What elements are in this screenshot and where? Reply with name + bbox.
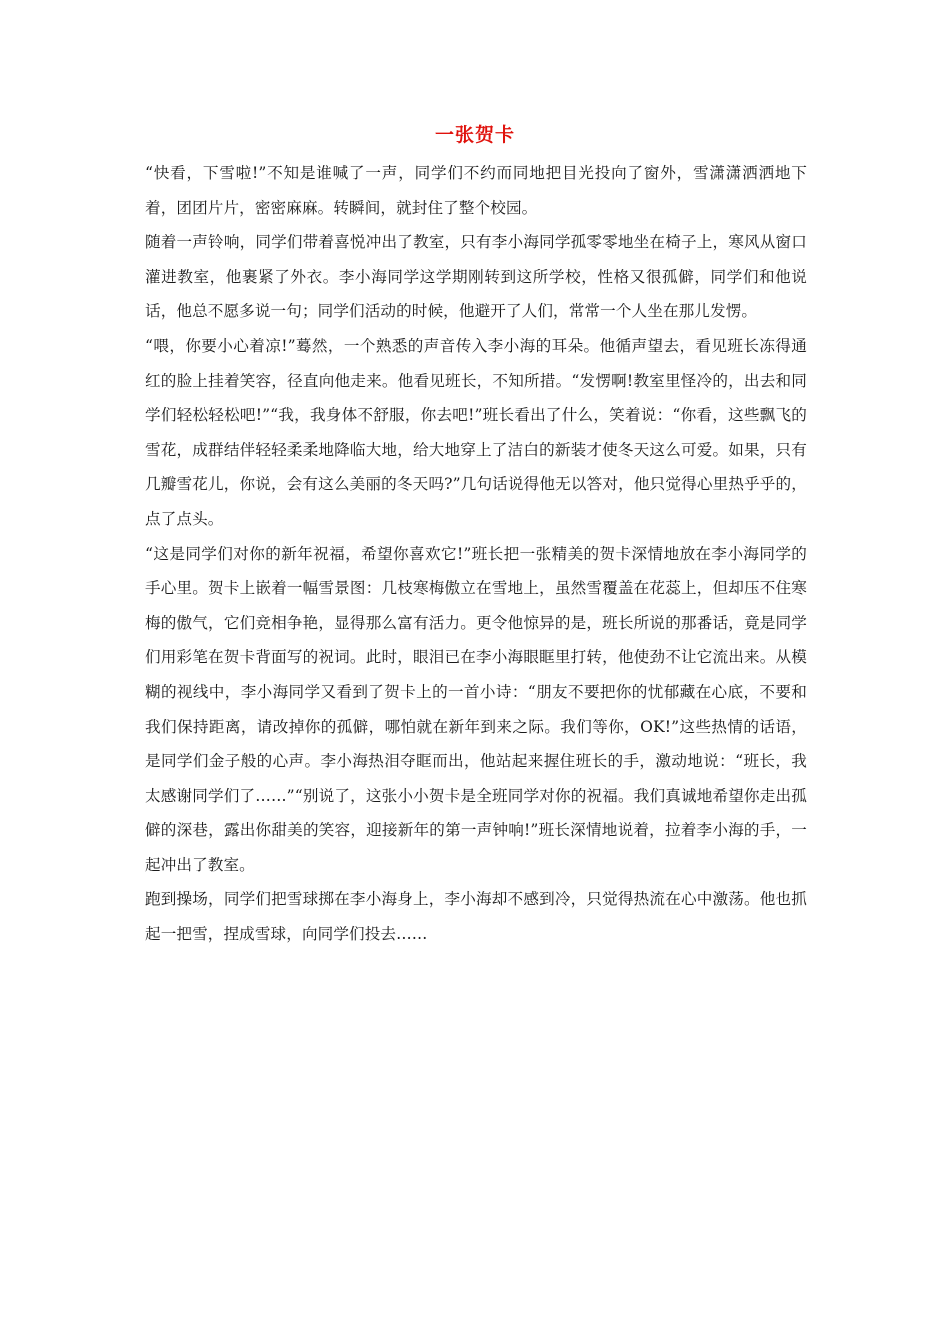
- article-body: [145, 156, 807, 952]
- paragraph-2: 随着一声铃响，同学们带着喜悦冲出了教室，只有李小海同学孤零零地坐在椅子上，寒风从窗口灌进教室，他裹紧了外衣。李小海同学这学期刚转到这所学校，性格又很孤僻，同学们和他说话，他总不愿多说一句；同学们活动的时候，他避开了人们，常常一个人坐在那儿发愣。: [145, 233, 807, 321]
- paragraph-5: 跑到操场，同学们把雪球掷在李小海身上，李小海却不感到冷，只觉得热流在心中激荡。他也抓起一把雪，捏成雪球，向同学们投去……: [145, 890, 807, 944]
- paragraph-1: “快看，下雪啦!”不知是谁喊了一声，同学们不约而同地把目光投向了窗外，雪潇潇洒洒地下着，团团片片，密密麻麻。转瞬间，就封住了整个校园。: [145, 164, 807, 217]
- paragraph-3: “喂，你要小心着凉!”蓦然，一个熟悉的声音传入李小海的耳朵。他循声望去，看见班长冻得通红的脸上挂着笑容，径直向他走来。他看见班长，不知所措。“发愣啊!教室里怪冷的，出去和同学们轻松轻松吧!”“我，我身体不舒服，你去吧!”班长看出了什么，笑着说：“你看，这些飘飞的雪花，成群结伴轻轻柔柔地降临大地，给大地穿上了洁白的新装才使冬天这么可爱。如果，只有几瓣雪花儿，你说，会有这么美丽的冬天吗?”几句话说得他无以答对，他只觉得心里热乎乎的，点了点头。: [145, 336, 807, 528]
- page-title: 一张贺卡: [434, 124, 515, 146]
- paragraph-4: “这是同学们对你的新年祝福，希望你喜欢它!”班长把一张精美的贺卡深情地放在李小海同学的手心里。贺卡上嵌着一幅雪景图：几枝寒梅傲立在雪地上，虽然雪覆盖在花蕊上，但却压不住寒梅的傲气，它们竞相争艳，显得那么富有活力。更令他惊异的是，班长所说的那番话，竟是同学们用彩笔在贺卡背面写的祝词。此时，眼泪已在李小海眼眶里打转，他使劲不让它流出来。从模糊的视线中，李小海同学又看到了贺卡上的一首小诗：“朋友不要把你的忧郁藏在心底，不要和我们保持距离，请改掉你的孤僻，哪怕就在新年到来之际。我们等你，OK!”这些热情的话语，是同学们金子般的心声。李小海热泪夺眶而出，他站起来握住班长的手，激动地说：“班长，我太感谢同学们了……”“别说了，这张小小贺卡是全班同学对你的祝福。我们真诚地希望你走出孤僻的深巷，露出你甜美的笑容，迎接新年的第一声钟响!”班长深情地说着，拉着李小海的手，一起冲出了教室。: [145, 544, 807, 874]
